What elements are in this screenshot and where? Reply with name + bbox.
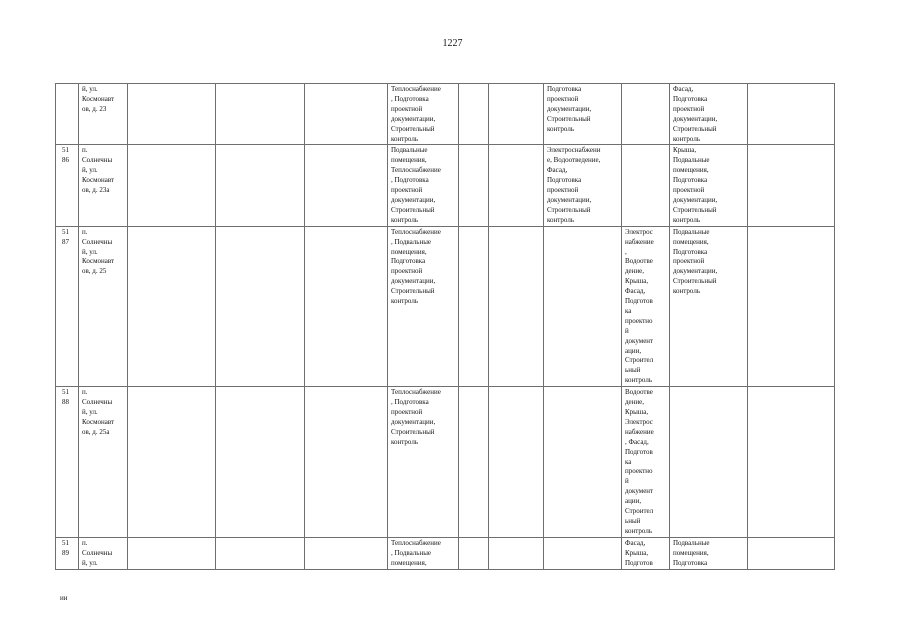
cell <box>216 387 305 538</box>
cell <box>489 84 544 145</box>
cell <box>128 84 216 145</box>
cell <box>128 387 216 538</box>
cell <box>216 537 305 569</box>
work-types-cell: Крыша, Подвальные помещения, Подготовка проектной документации, Строительный контроль <box>670 145 748 226</box>
row-number-cell <box>56 84 79 145</box>
cell <box>459 387 489 538</box>
cell <box>459 84 489 145</box>
cell <box>305 145 388 226</box>
cell <box>128 226 216 387</box>
table-row <box>56 145 835 226</box>
cell <box>216 84 305 145</box>
cell <box>748 145 835 226</box>
footer-mark: ии <box>60 594 68 602</box>
work-types-cell: Подвальные помещения, Теплоснабжение , Подготовка проектной документации, Строительный контроль <box>388 145 459 226</box>
table-row <box>56 84 835 145</box>
work-types-cell: Водоотве дение, Крыша, Электрос набжение , Фасад, Подготов ка проектно й документ ации, Строител ьный контроль <box>622 387 670 538</box>
table-row <box>56 226 835 387</box>
cell <box>489 387 544 538</box>
work-types-cell <box>544 226 622 387</box>
repair-schedule-table <box>55 83 835 570</box>
table-row <box>56 537 835 569</box>
cell <box>128 537 216 569</box>
work-types-cell <box>670 387 748 538</box>
row-number-cell: 51 89 <box>56 537 79 569</box>
work-types-cell: Подготовка проектной документации, Строительный контроль <box>544 84 622 145</box>
cell <box>128 145 216 226</box>
cell <box>305 537 388 569</box>
page-number: 1227 <box>442 38 463 49</box>
work-types-cell: Электрос набжение , Водоотве дение, Крыша, Фасад, Подготов ка проектно й документ ации, Строител ьный контроль <box>622 226 670 387</box>
work-types-cell: Фасад, Крыша, Подготов <box>622 537 670 569</box>
work-types-cell: Фасад, Подготовка проектной документации, Строительный контроль <box>670 84 748 145</box>
cell <box>459 145 489 226</box>
work-types-cell: Подвальные помещения, Подготовка <box>670 537 748 569</box>
work-types-cell <box>622 84 670 145</box>
cell <box>748 537 835 569</box>
work-types-cell: Подвальные помещения, Подготовка проектной документации, Строительный контроль <box>670 226 748 387</box>
work-types-cell: Теплоснабжение , Подготовка проектной документации, Строительный контроль <box>388 387 459 538</box>
cell <box>489 226 544 387</box>
cell <box>305 387 388 538</box>
cell <box>748 84 835 145</box>
row-number-cell: 51 87 <box>56 226 79 387</box>
cell <box>305 84 388 145</box>
cell <box>489 537 544 569</box>
cell <box>748 387 835 538</box>
work-types-cell <box>544 387 622 538</box>
cell <box>305 226 388 387</box>
cell <box>459 537 489 569</box>
address-cell: п. Солнечны й, ул. Космонавт ов, д. 23а <box>79 145 128 226</box>
work-types-cell: Электроснабжени е, Водоотведение, Фасад, Подготовка проектной документации, Строительный контроль <box>544 145 622 226</box>
cell <box>216 145 305 226</box>
cell <box>748 226 835 387</box>
row-number-cell: 51 88 <box>56 387 79 538</box>
row-number-cell: 51 86 <box>56 145 79 226</box>
cell <box>216 226 305 387</box>
address-cell: п. Солнечны й, ул. <box>79 537 128 569</box>
work-types-cell: Теплоснабжение , Подготовка проектной документации, Строительный контроль <box>388 84 459 145</box>
cell <box>459 226 489 387</box>
work-types-cell: Теплоснабжение , Подвальные помещения, <box>388 537 459 569</box>
table-body <box>56 84 835 570</box>
work-types-cell <box>622 145 670 226</box>
work-types-cell <box>544 537 622 569</box>
work-types-cell: Теплоснабжение , Подвальные помещения, Подготовка проектной документации, Строительный контроль <box>388 226 459 387</box>
cell <box>489 145 544 226</box>
address-cell: п. Солнечны й, ул. Космонавт ов, д. 25а <box>79 387 128 538</box>
table-row <box>56 387 835 538</box>
address-cell: п. Солнечны й, ул. Космонавт ов, д. 25 <box>79 226 128 387</box>
address-cell: й, ул. Космонавт ов, д. 23 <box>79 84 128 145</box>
